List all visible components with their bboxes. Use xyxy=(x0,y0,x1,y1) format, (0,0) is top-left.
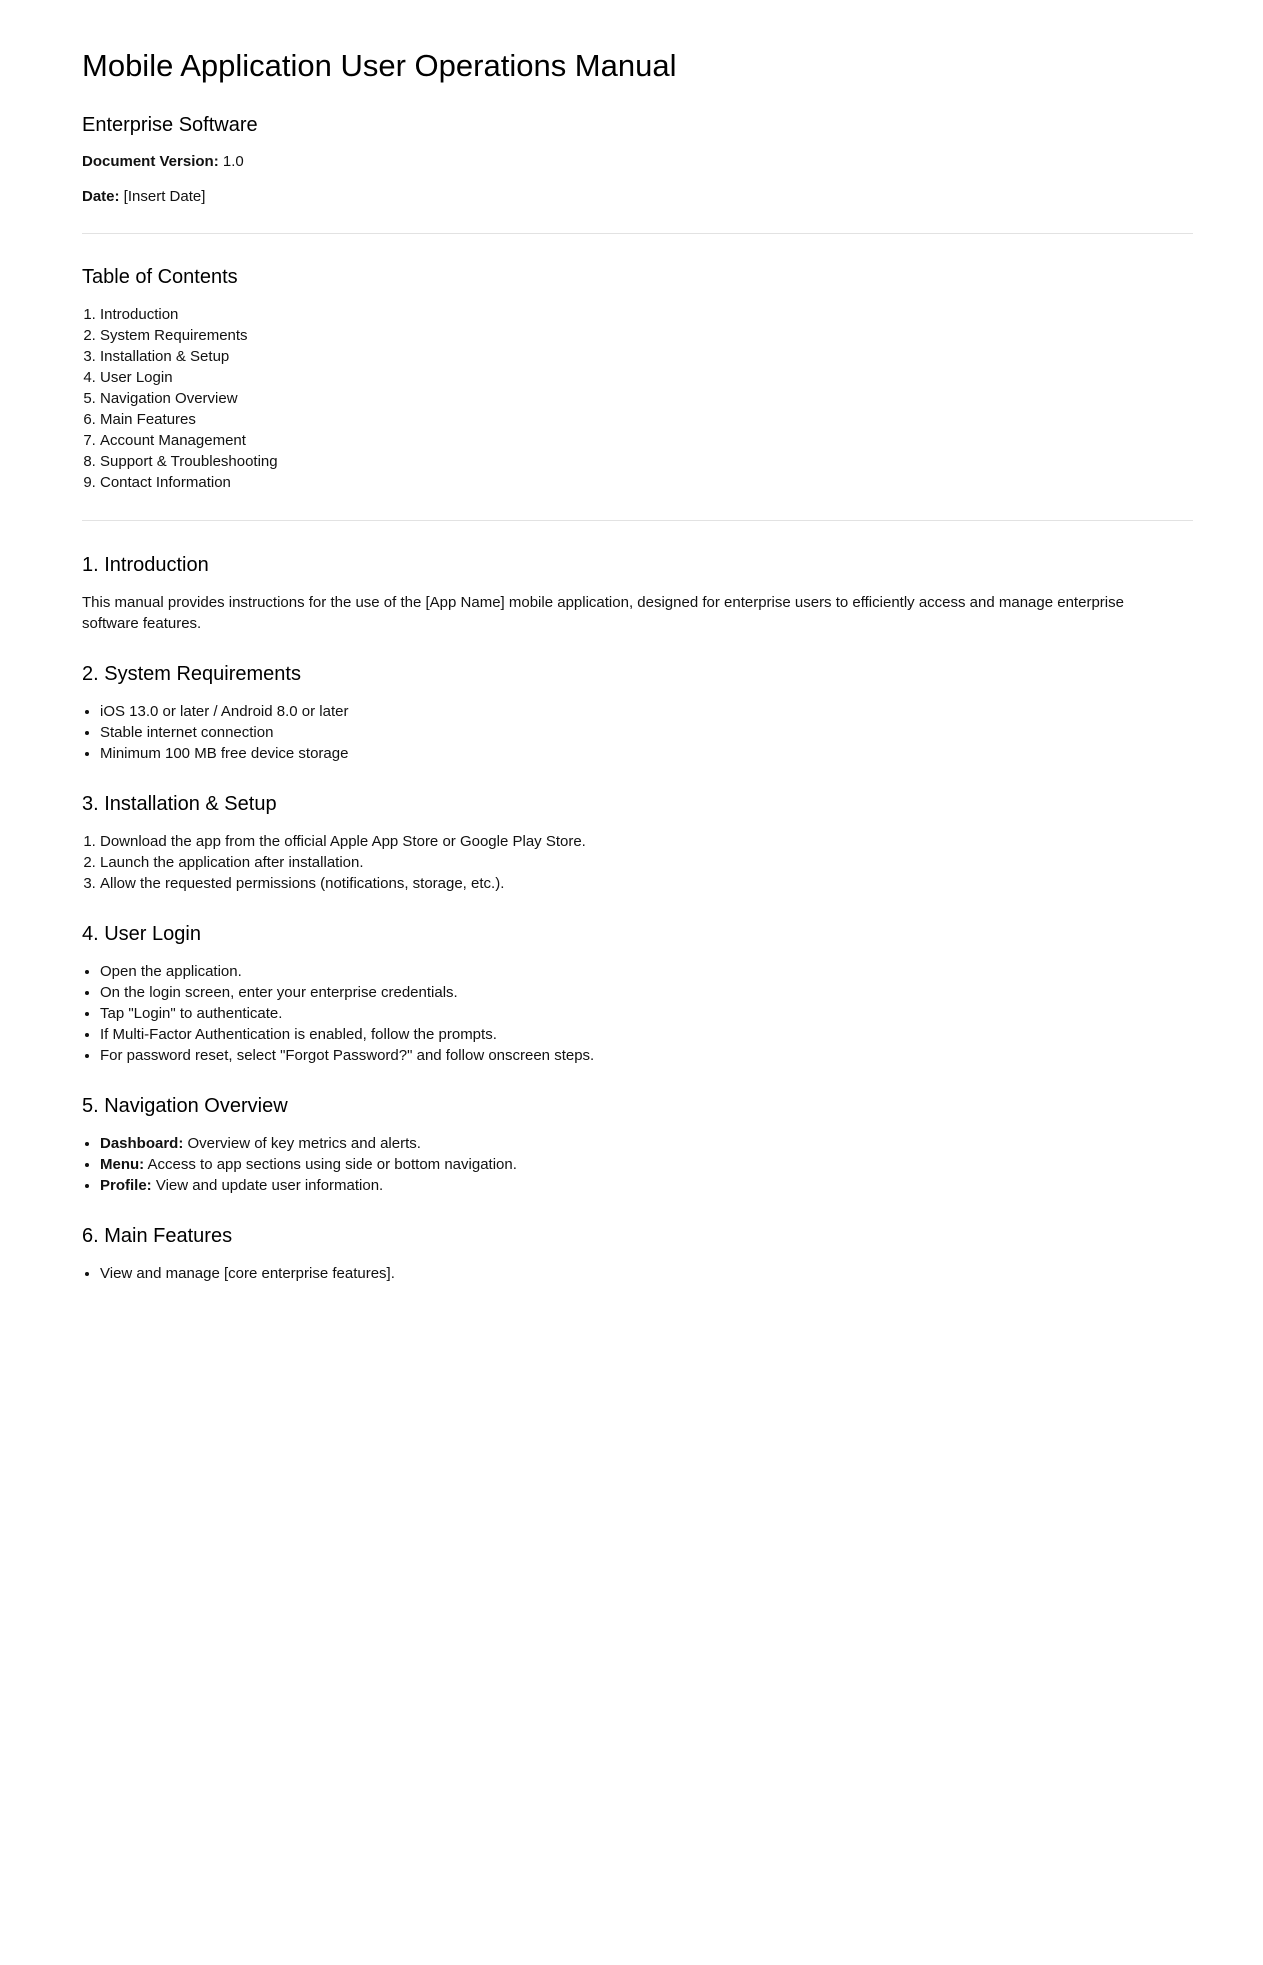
section-user-login xyxy=(82,922,1193,1066)
list-item: • Stable internet connection xyxy=(100,722,1193,743)
list-item: • Tap "Login" to authenticate. xyxy=(100,1003,1193,1024)
login-list xyxy=(82,961,1193,1066)
toc-item-account-management: 7. Account Management xyxy=(100,430,1193,451)
term-description: View and update user information. xyxy=(151,1177,384,1194)
toc-item-user-login: 4. User Login xyxy=(100,367,1193,388)
list-item: 1. Download the app from the official Apple App Store or Google Play Store. xyxy=(100,831,1193,852)
date-value: [Insert Date] xyxy=(119,188,206,205)
list-item: • iOS 13.0 or later / Android 8.0 or later xyxy=(100,701,1193,722)
section-text: This manual provides instructions for the use of the [App Name] mobile application, designed for enterprise users to efficiently access and manage enterprise software features. xyxy=(82,594,1124,632)
term-description: Access to app sections using side or bottom navigation. xyxy=(144,1156,517,1173)
list-item: • Open the application. xyxy=(100,961,1193,982)
list-item: • For password reset, select "Forgot Password?" and follow onscreen steps. xyxy=(100,1045,1193,1066)
section-introduction xyxy=(82,553,1193,634)
version-value: 1.0 xyxy=(218,153,244,170)
toc-item-support: 8. Support & Troubleshooting xyxy=(100,451,1193,472)
section-installation xyxy=(82,792,1193,894)
document-title: Mobile Application User Operations Manual xyxy=(82,48,677,83)
section-navigation xyxy=(82,1094,1193,1196)
list-item: • Minimum 100 MB free device storage xyxy=(100,743,1193,764)
section-title: 2. System Requirements xyxy=(82,663,301,685)
toc-item-installation: 3. Installation & Setup xyxy=(100,346,1193,367)
toc-item-main-features: 6. Main Features xyxy=(100,409,1193,430)
list-item xyxy=(100,1154,1193,1175)
date-label: Date: xyxy=(82,188,120,205)
section-title: 5. Navigation Overview xyxy=(82,1095,288,1117)
section-title: 1. Introduction xyxy=(82,554,209,576)
navigation-list xyxy=(82,1133,1193,1196)
section-title: 4. User Login xyxy=(82,923,201,945)
requirements-list xyxy=(82,701,1193,764)
section-title: 3. Installation & Setup xyxy=(82,793,277,815)
toc-item-navigation: 5. Navigation Overview xyxy=(100,388,1193,409)
toc-title: Table of Contents xyxy=(82,266,238,288)
list-item xyxy=(100,1175,1193,1196)
toc-list xyxy=(82,304,1193,493)
section-system-requirements xyxy=(82,662,1193,764)
list-item: 2. Launch the application after installation. xyxy=(100,852,1193,873)
list-item xyxy=(100,1133,1193,1154)
term-description: Overview of key metrics and alerts. xyxy=(183,1135,421,1152)
term-profile: Profile: xyxy=(100,1177,152,1194)
list-item: • On the login screen, enter your enterprise credentials. xyxy=(100,982,1193,1003)
section-main-features xyxy=(82,1224,1193,1284)
document-version xyxy=(82,151,1193,172)
toc-item-contact: 9. Contact Information xyxy=(100,472,1193,493)
list-item: • If Multi-Factor Authentication is enabled, follow the prompts. xyxy=(100,1024,1193,1045)
installation-steps xyxy=(82,831,1193,894)
features-list xyxy=(82,1263,1193,1284)
term-menu: Menu: xyxy=(100,1156,145,1173)
divider xyxy=(82,233,1193,234)
document-date xyxy=(82,186,1193,207)
term-dashboard: Dashboard: xyxy=(100,1135,184,1152)
list-item: • View and manage [core enterprise features]. xyxy=(100,1263,1193,1284)
document-subtitle: Enterprise Software xyxy=(82,114,258,136)
toc-item-introduction: 1. Introduction xyxy=(100,304,1193,325)
divider xyxy=(82,520,1193,521)
list-item: 3. Allow the requested permissions (notifications, storage, etc.). xyxy=(100,873,1193,894)
toc-item-system-requirements: 2. System Requirements xyxy=(100,325,1193,346)
section-title: 6. Main Features xyxy=(82,1225,233,1247)
version-label: Document Version: xyxy=(82,153,219,170)
